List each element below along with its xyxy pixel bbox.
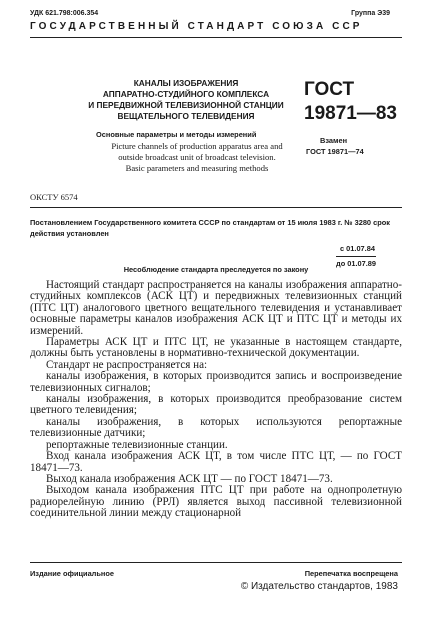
paragraph: Вход канала изображения АСК ЦТ, в том числе ПТС ЦТ, — по ГОСТ 18471—73. xyxy=(30,450,402,474)
title-line: ВЕЩАТЕЛЬНОГО ТЕЛЕВИДЕНИЯ xyxy=(117,111,255,121)
document-subtitle: Основные параметры и методы измерений xyxy=(96,130,257,139)
group-code: Группа Э39 xyxy=(351,10,390,17)
okstu-code: ОКСТУ 6574 xyxy=(30,192,78,202)
paragraph: Стандарт не распространяется на: xyxy=(46,358,208,371)
title-line: И ПЕРЕДВИЖНОЙ ТЕЛЕВИЗИОННОЙ СТАНЦИИ xyxy=(88,100,284,110)
udk-code: УДК 621.798:006.354 xyxy=(30,10,99,17)
gost-block xyxy=(304,78,397,126)
paragraph: Выходом канала изображения ПТС ЦТ при работе на однопролетную радиорелейную линию (РРЛ) является выход пассивной телевизионной соединительной линии между стационарной xyxy=(30,484,402,520)
english-line: Basic parameters and measuring methods xyxy=(125,163,269,173)
replaces-standard: ГОСТ 19871—74 xyxy=(306,147,364,156)
english-title xyxy=(92,141,302,174)
top-divider xyxy=(30,37,402,38)
english-line: Picture channels of production apparatus area and xyxy=(111,141,283,151)
validity-from: с 01.07.84 xyxy=(340,244,375,253)
violation-notice: Несоблюдение стандарта преследуется по закону xyxy=(123,265,309,274)
paragraph: Выход канала изображения АСК ЦТ — по ГОСТ 18471—73. xyxy=(46,472,333,485)
reprint-notice: Перепечатка воспрещена xyxy=(304,569,398,578)
decree-text: Постановлением Государственного комитета СССР по стандартам от 15 июля 1983 г. № 3280 срок действия установлен xyxy=(30,218,390,238)
replaces-label: Взамен xyxy=(320,136,348,145)
paragraph: каналы изображения, в которых производится преобразование систем цветного телевидения; xyxy=(30,393,402,417)
document-title xyxy=(86,78,286,122)
paragraph: Параметры АСК ЦТ и ПТС ЦТ, не указанные в настоящем стандарте, должны быть установлены в нормативно-технической документации. xyxy=(30,336,402,360)
title-line: АППАРАТНО-СТУДИЙНОГО КОМПЛЕКСА xyxy=(102,89,270,99)
title-line: КАНАЛЫ ИЗОБРАЖЕНИЯ xyxy=(133,78,239,88)
footer-divider xyxy=(30,562,402,563)
copyright: © Издательство стандартов, 1983 xyxy=(240,581,398,592)
english-line: outside broadcast unit of broadcast television. xyxy=(118,152,276,162)
paragraph: Настоящий стандарт распространяется на каналы изображения аппаратно-студийных комплексов (АСК ЦТ) и передвижных телевизионных станций (ПТС ЦТ) аналогового цветного вещательного телевидения и устанавливает основные параметры каналов изображения АСК ЦТ и ПТС ЦТ и методы их измерений. xyxy=(30,279,402,337)
paragraph: репортажные телевизионные станции. xyxy=(46,438,228,451)
state-standard-heading: ГОСУДАРСТВЕННЫЙ СТАНДАРТ СОЮЗА ССР xyxy=(30,21,363,32)
paragraph: каналы изображения, в которых используются репортажные телевизионные датчики; xyxy=(30,415,402,440)
gost-number: 19871—83 xyxy=(304,103,397,124)
middle-divider xyxy=(30,207,402,208)
gost-name: ГОСТ xyxy=(304,79,355,100)
validity-to: до 01.07.89 xyxy=(336,256,376,268)
paragraph: каналы изображения, в которых производится запись и воспроизведение телевизионных сигналов; xyxy=(30,370,402,394)
body-text xyxy=(30,280,402,520)
official-edition: Издание официальное xyxy=(30,569,115,578)
